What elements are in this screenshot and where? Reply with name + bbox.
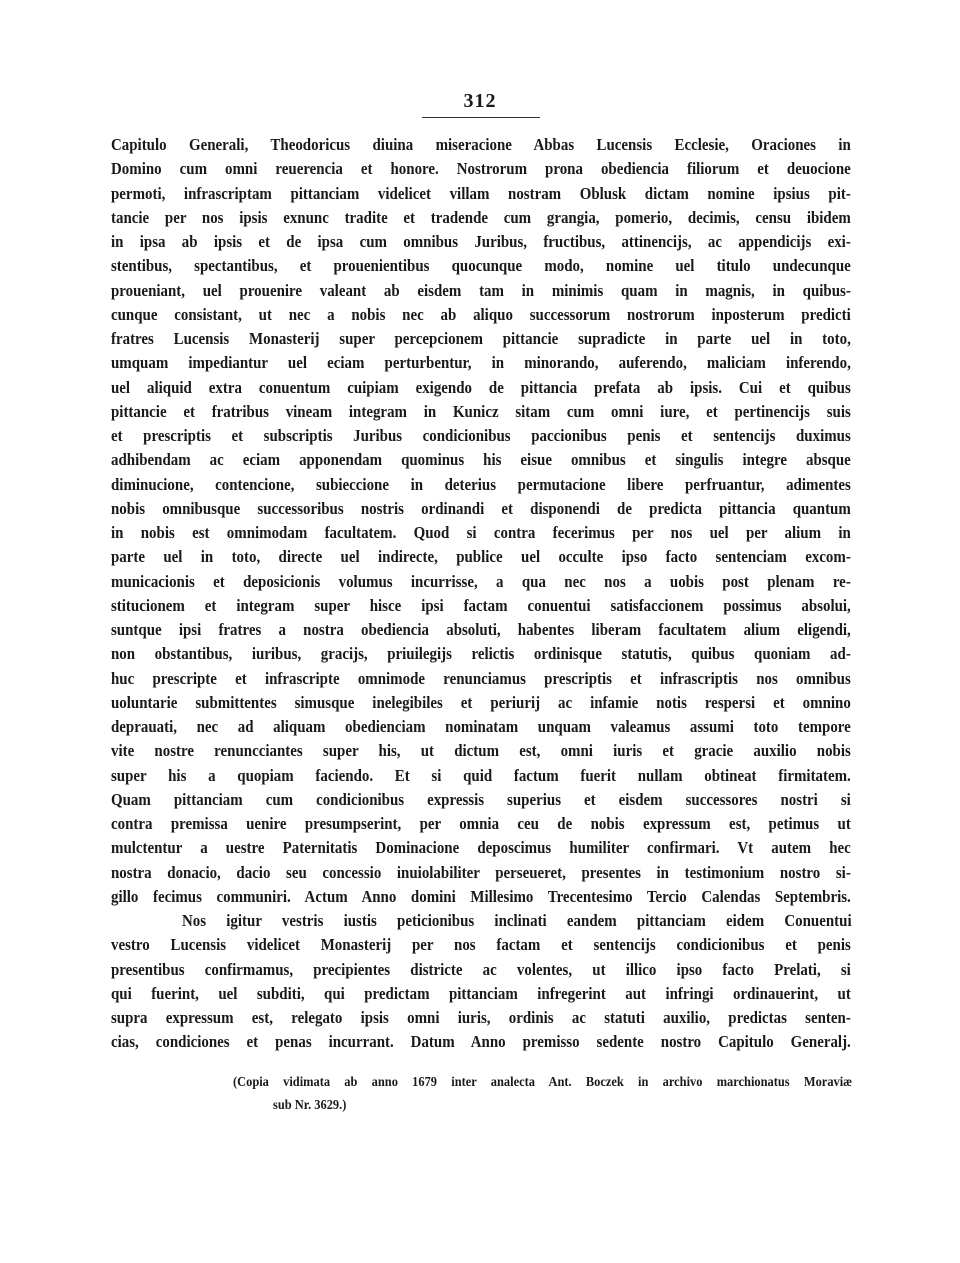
text-line: fratres Lucensis Monasterij super percepcionem pittancie supradicte in parte uel in toto, bbox=[111, 329, 851, 348]
text-line: Quam pittanciam cum condicionibus expressis superius et eisdem successores nostri si bbox=[111, 789, 851, 809]
text-line: huc prescripte et infrascripte omnimode renunciamus prescriptis et infrascriptis nos omnibus bbox=[111, 668, 851, 688]
text-line: Domino cum omni reuerencia et honore. Nostrorum prona obediencia filiorum et deuocione bbox=[111, 159, 851, 179]
text-line: deprauati, nec ad aliquam obedienciam nominatam unquam valeamus assumi toto tempore bbox=[111, 717, 851, 736]
text-line: qui fuerint, uel subditi, qui predictam pittanciam infregerint aut infringi ordinauerint, ut bbox=[111, 983, 851, 1003]
text-line: vestro Lucensis videlicet Monasterij per nos factam et sentencijs condicionibus et penis bbox=[111, 935, 851, 955]
text-line: in ipsa ab ipsis et de ipsa cum omnibus Juribus, fructibus, attinencijs, ac appendicijs exi- bbox=[111, 232, 851, 251]
text-line: non obstantibus, iuribus, gracijs, priuilegijs relictis ordinisque statutis, quibus quoniam ad- bbox=[111, 644, 851, 664]
text-line: mulctentur a uestre Paternitatis Dominacione deposcimus humiliter confirmari. Vt autem hec bbox=[111, 838, 851, 858]
text-line: municacionis et deposicionis volumus incurrisse, a qua nec nos a uobis post plenam re- bbox=[111, 571, 851, 591]
text-line: et prescriptis et subscriptis Juribus condicionibus paccionibus penis et sentencijs duximus bbox=[111, 426, 851, 445]
text-line: super his a quopiam faciendo. Et si quid factum fuerit nullam obtineat firmitatem. bbox=[111, 765, 851, 785]
header-rule bbox=[422, 117, 540, 118]
text-line: pittancie et fratribus vineam integram in Kunicz sitam cum omni iure, et pertinencijs suis bbox=[111, 401, 851, 421]
text-line: supra expressum est, relegato ipsis omni iuris, ordinis ac statuti auxilio, predictas senten- bbox=[111, 1008, 851, 1027]
text-line: nobis omnibusque successoribus nostris ordinandi et disponendi de predicta pittancia quantum bbox=[111, 498, 851, 518]
text-line: presentibus confirmamus, precipientes districte ac volentes, ut illico ipso facto Prelati, si bbox=[111, 959, 851, 979]
text-line: umquam impediantur uel eciam perturbentur, in minorando, auferendo, maliciam inferendo, bbox=[111, 353, 851, 373]
text-line: Nos igitur vestris iustis peticionibus inclinati eandem pittanciam eidem Conuentui bbox=[182, 911, 852, 930]
text-line: permoti, infrascriptam pittanciam videlicet villam nostram Oblusk dictam nomine ipsius pit- bbox=[111, 183, 851, 203]
text-line: nostra donacio, dacio seu concessio inuiolabiliter perseueret, presentes in testimonium nostro si- bbox=[111, 862, 851, 882]
footnote-line: (Copia vidimata ab anno 1679 inter analecta Ant. Boczek in archivo marchionatus Moraviæ bbox=[233, 1074, 853, 1089]
text-line: Capitulo Generali, Theodoricus diuina miseracione Abbas Lucensis Ecclesie, Oraciones in bbox=[111, 135, 851, 154]
text-line: diminucione, contencione, subieccione in deterius permutacione libere perfruantur, adimentes bbox=[111, 474, 851, 494]
text-line: tancie per nos ipsis exnunc tradite et tradende cum grangia, pomerio, decimis, censu ibidem bbox=[111, 207, 851, 227]
text-line: uoluntarie submittentes simusque inelegibiles et periurij ac infamie notis respersi et omnino bbox=[111, 692, 851, 712]
text-line: suntque ipsi fratres a nostra obediencia absoluti, habentes liberam facultatem alium eligendi, bbox=[111, 620, 851, 639]
text-line: in nobis est omnimodam facultatem. Quod si contra fecerimus per nos uel per alium in bbox=[111, 523, 851, 542]
text-line: uel aliquid extra conuentum cuipiam exigendo de pittancia prefata ab ipsis. Cui et quibus bbox=[111, 377, 851, 397]
text-line: contra premissa uenire presumpserint, per omnia ceu de nobis expressum est, petimus ut bbox=[111, 814, 851, 833]
text-line: parte uel in toto, directe uel indirecte, publice uel occulte ipso facto sentenciam excom- bbox=[111, 547, 851, 567]
page-number: 312 bbox=[463, 90, 497, 112]
footnote-line: sub Nr. 3629.) bbox=[273, 1097, 347, 1112]
text-line: vite nostre renuncciantes super his, ut dictum est, omni iuris et gracie auxilio nobis bbox=[111, 741, 851, 761]
text-line: cunque consistant, ut nec a nobis nec ab aliquo successorum nostrorum inposterum predicti bbox=[111, 304, 851, 324]
text-line: adhibendam ac eciam apponendam quominus his eisue omnibus et singulis integre absque bbox=[111, 450, 851, 470]
text-line: stitucionem et integram super hisce ipsi factam conuentui satisfaccionem possimus absolui, bbox=[111, 595, 851, 615]
text-line: gillo fecimus communiri. Actum Anno domini Millesimo Trecentesimo Tercio Calendas Septembris. bbox=[111, 886, 851, 906]
text-line: stentibus, spectantibus, et prouenientibus quocunque modo, nomine uel titulo undecunque bbox=[111, 256, 851, 276]
text-line: proueniant, uel prouenire valeant ab eisdem tam in minimis quam in magnis, in quibus- bbox=[111, 280, 851, 300]
text-line: cias, condiciones et penas incurrant. Datum Anno premisso sedente nostro Capitulo Generalj. bbox=[111, 1032, 851, 1052]
